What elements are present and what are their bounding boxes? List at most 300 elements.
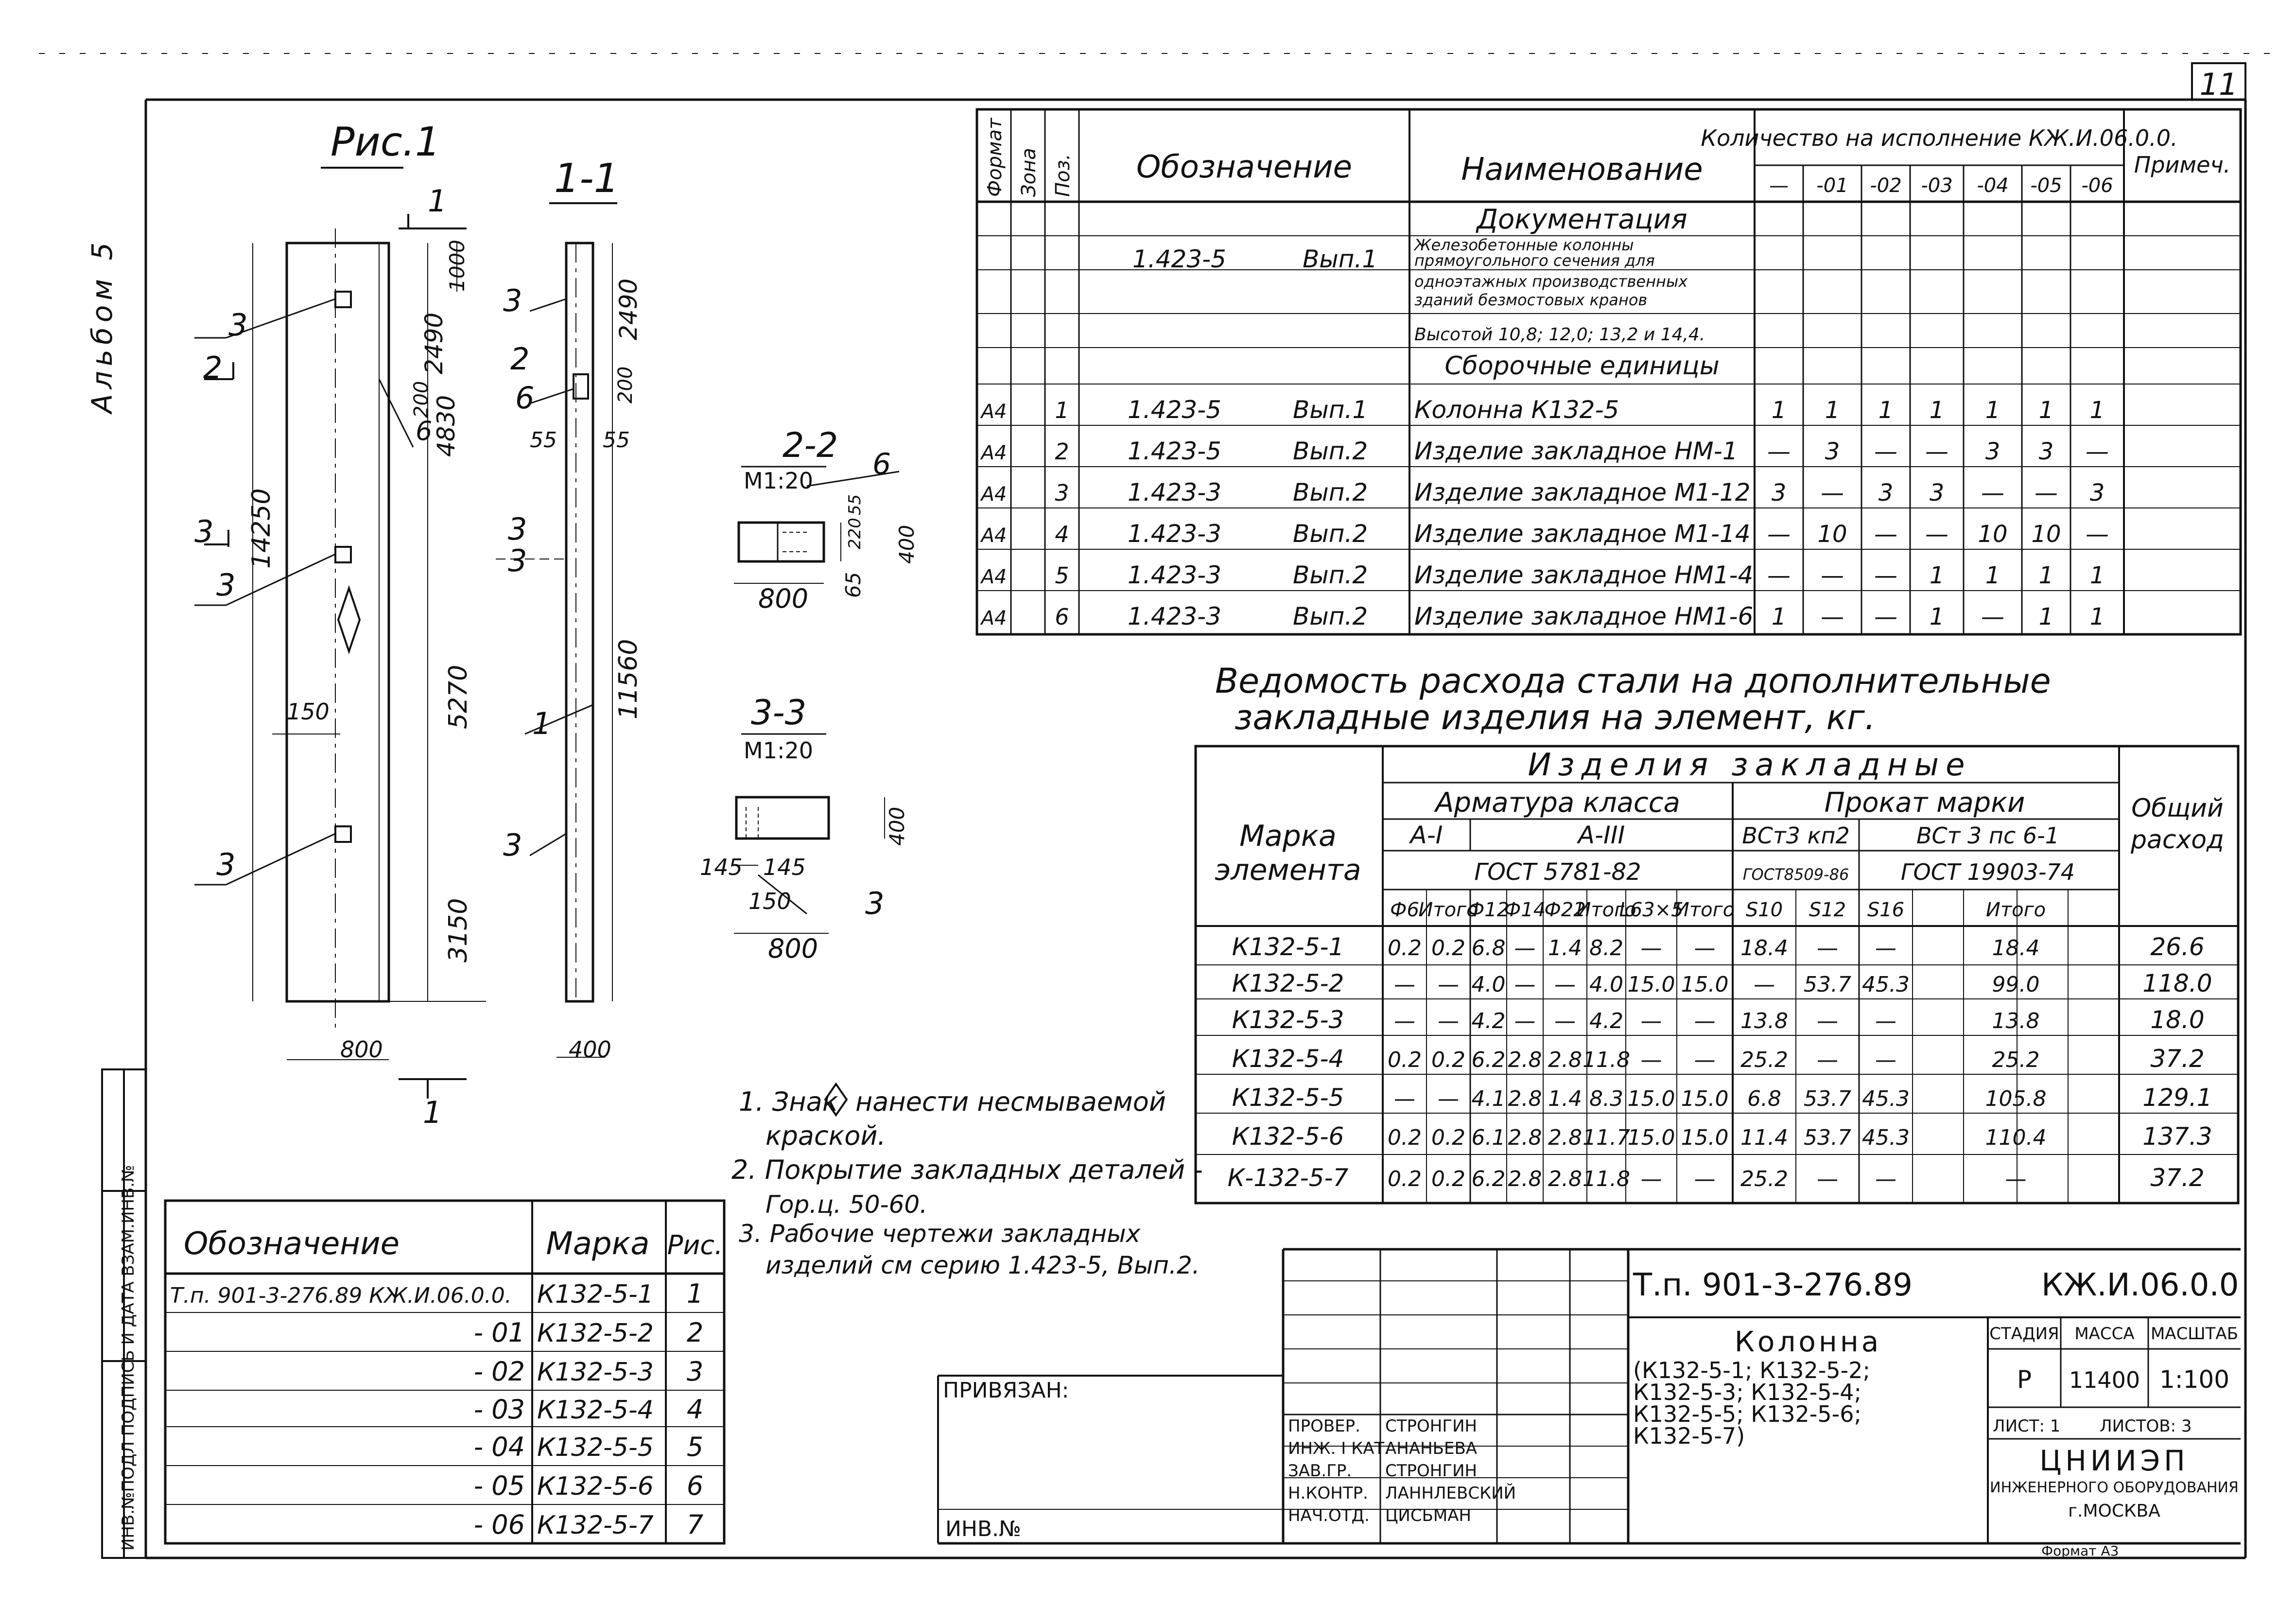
steel-h-roll: Прокат марки: [1824, 787, 2025, 819]
steel-cell-value: —: [1554, 972, 1576, 997]
spec-cell-qty: —: [1821, 562, 1844, 589]
spec-cell-format: А4: [981, 566, 1007, 588]
spec-cell-name: Изделие закладное НМ1-6: [1414, 602, 1754, 630]
spec-cell-qty: 3: [1771, 479, 1787, 507]
section-mark-1-top: 1: [428, 183, 447, 219]
steel-cell-value: 6.8: [1747, 1086, 1781, 1111]
section-3-3-scale: М1:20: [744, 737, 813, 764]
spec-cell-qty: —: [2086, 521, 2109, 548]
steel-cell-value: 2.8: [1548, 1125, 1582, 1150]
marks-h-fig: Рис.: [667, 1230, 723, 1260]
marks-cell-designation: - 01: [473, 1317, 525, 1348]
spec-cell-format: А4: [981, 401, 1007, 423]
notes: [731, 1084, 1203, 1279]
s33-pos-3: 3: [865, 886, 885, 921]
steel-cell-value: 0.2: [1388, 936, 1422, 961]
marks-cell-mark: К132-5-2: [537, 1319, 654, 1348]
steel-cell-total: 137.3: [2142, 1122, 2212, 1151]
steel-sub-col-header: Ф12: [1467, 899, 1510, 921]
steel-cell-value: —: [1817, 1048, 1838, 1072]
steel-cell-mark: К132-5-5: [1232, 1084, 1344, 1112]
sheet-label: ЛИСТ: 1: [1993, 1416, 2061, 1436]
spec-cell-qty: 3: [1878, 479, 1894, 507]
steel-cell-value: —: [1514, 936, 1536, 961]
steel-cell-value: 0.2: [1388, 1048, 1422, 1072]
note-2b: Гор.ц. 50-60.: [765, 1190, 928, 1219]
spec-h-note: Примеч.: [2134, 152, 2231, 178]
spec-cell-format: А4: [981, 524, 1007, 547]
steel-cell-value: —: [1875, 1048, 1896, 1072]
dim-2490: 2490: [420, 312, 448, 374]
steel-cell-value: 4.2: [1589, 1009, 1623, 1033]
steel-cell-value: 8.3: [1589, 1086, 1623, 1111]
dim-1000: 1000: [445, 240, 469, 292]
s11-dim-55a: 55: [530, 428, 557, 453]
marks-cell-designation: - 03: [473, 1394, 525, 1425]
spec-cell-qty: 1: [1878, 397, 1894, 424]
dim-5270: 5270: [444, 664, 473, 729]
s11-pos-1: 1: [532, 706, 552, 741]
steel-cell-mark: К132-5-3: [1232, 1006, 1344, 1034]
marks-cell-mark: К132-5-5: [537, 1433, 654, 1462]
fig1-dimensions: [247, 240, 473, 1063]
steel-cell-value: —: [1694, 1009, 1716, 1033]
section-2-2-scale: М1:20: [744, 468, 813, 494]
steel-sub-col-header: Ф14: [1504, 899, 1546, 921]
steel-h-a1: А-I: [1410, 821, 1443, 849]
steel-cell-value: —: [1875, 936, 1896, 961]
steel-cell-value: 25.2: [1740, 1048, 1788, 1072]
mass-value: 11400: [2069, 1367, 2140, 1393]
steel-h-mark-1: Марка: [1239, 819, 1337, 853]
steel-cell-value: 2.8: [1508, 1167, 1542, 1191]
stage-value: Р: [2017, 1365, 2032, 1394]
steel-cell-value: 110.4: [1985, 1125, 2047, 1150]
steel-h-total-2: расход: [2130, 825, 2225, 855]
dim-800: 800: [340, 1036, 383, 1063]
steel-cell-value: 4.2: [1471, 1009, 1506, 1033]
spec-cell-qty: —: [1874, 603, 1897, 630]
steel-cell-total: 37.2: [2150, 1045, 2205, 1073]
spec-cell-qty: —: [1925, 521, 1948, 548]
s22-dim-65: 65: [841, 572, 865, 598]
steel-cell-value: —: [1640, 1048, 1662, 1072]
spec-cell-name: Изделие закладное НМ1-4: [1414, 561, 1754, 589]
s22-dim-220: 220: [845, 518, 865, 549]
spec-cell-qty: 3: [1929, 479, 1945, 507]
signature-name: СТРОНГИН: [1385, 1416, 1478, 1436]
spec-cell-qty: 10: [1978, 521, 2008, 548]
steel-cell-value: 0.2: [1431, 1167, 1465, 1191]
title-marks-line: К132-5-5; К132-5-6;: [1633, 1401, 1861, 1427]
steel-h-a3: А-III: [1578, 821, 1625, 849]
steel-sub-col-header: Итого: [1576, 899, 1636, 921]
marks-table-rows: [170, 1278, 703, 1540]
scale-header: МАСШТАБ: [2150, 1324, 2239, 1344]
spec-cell-qty: 3: [2038, 438, 2054, 465]
dim-200: 200: [410, 381, 433, 418]
steel-cell-value: 2.8: [1508, 1125, 1542, 1150]
spec-cell-format: А4: [981, 483, 1007, 506]
spec-cell-qty: —: [1821, 479, 1844, 507]
dim-3150: 3150: [444, 898, 473, 962]
spec-cell-qty: —: [1874, 562, 1897, 589]
dim-14250: 14250: [247, 488, 276, 569]
spec-cell-qty: —: [1925, 438, 1948, 465]
spec-cell-qty: 1: [1771, 603, 1787, 630]
spec-h-name: Наименование: [1461, 152, 1703, 188]
spec-cell-pos: 4: [1055, 521, 1069, 547]
mass-header: МАССА: [2074, 1324, 2135, 1344]
steel-cell-total: 26.6: [2150, 933, 2205, 961]
steel-h-total-1: Общий: [2131, 794, 2224, 823]
spec-cell-designation: 1.423-3: [1128, 602, 1221, 630]
doc-name-line: Железобетонные колонны: [1414, 236, 1634, 254]
section-mark-3: 3: [194, 514, 214, 549]
steel-cell-value: 53.7: [1804, 1125, 1851, 1150]
steel-cell-value: —: [1394, 972, 1415, 997]
spec-cell-qty: 1: [2089, 397, 2105, 424]
steel-cell-value: —: [1694, 1167, 1716, 1191]
spec-cell-qty: —: [2086, 438, 2109, 465]
steel-cell-value: —: [1817, 1009, 1838, 1033]
marks-cell-fig: 3: [686, 1356, 704, 1387]
dim-4830: 4830: [432, 395, 460, 457]
steel-cell-value: 4.1: [1471, 1086, 1506, 1111]
s11-dim-2490: 2490: [614, 278, 643, 340]
s11-section-2: 2: [510, 341, 530, 377]
s33-dim-400: 400: [885, 806, 909, 846]
steel-sub-col-header: S12: [1809, 899, 1846, 921]
steel-cell-value: 15.0: [1627, 1125, 1675, 1150]
spec-cell-qty: —: [1821, 603, 1844, 630]
steel-h-group: Изделия закладные: [1528, 747, 1972, 783]
steel-cell-value: —: [1640, 1009, 1662, 1033]
org-name: ЦНИИЭП: [2039, 1444, 2189, 1477]
steel-cell-value: 45.3: [1862, 1125, 1910, 1150]
s11-dim-400: 400: [569, 1036, 611, 1063]
steel-cell-value: —: [1438, 1086, 1459, 1111]
marks-h-designation: Обозначение: [183, 1226, 400, 1262]
spec-cell-qty: 10: [2031, 521, 2061, 548]
steel-cell-value: 11.8: [1583, 1048, 1630, 1072]
title-code: Т.п. 901-3-276.89: [1633, 1267, 1913, 1303]
s22-pos-6: 6: [872, 447, 891, 481]
spec-cell-name: Изделие закладное НМ-1: [1414, 437, 1738, 465]
pos-label-3a: 3: [228, 307, 248, 343]
steel-cell-value: 15.0: [1681, 972, 1729, 997]
spec-cell-issue: Вып.2: [1293, 478, 1368, 507]
marks-cell-fig: 4: [686, 1394, 704, 1425]
note-3a: 3. Рабочие чертежи закладных: [739, 1220, 1141, 1248]
spec-h-format: Формат: [984, 118, 1006, 197]
fig1-position-labels: [194, 183, 447, 1130]
s33-dim-150: 150: [748, 888, 791, 914]
signature-name: СТРОНГИН: [1385, 1461, 1478, 1481]
steel-cell-value: 6.2: [1471, 1167, 1506, 1191]
signature-role: НАЧ.ОТД.: [1288, 1506, 1370, 1525]
marks-cell-fig: 7: [686, 1509, 704, 1540]
marks-cell-designation: - 04: [473, 1432, 525, 1462]
steel-cell-value: —: [1640, 1167, 1662, 1191]
marks-cell-mark: К132-5-4: [537, 1396, 654, 1425]
org-city: г.МОСКВА: [2068, 1501, 2160, 1521]
steel-h-vst3ps: ВСт 3 пс 6-1: [1916, 822, 2060, 849]
s22-dim-55: 55: [845, 494, 865, 515]
steel-h-gost-arm: ГОСТ 5781-82: [1474, 858, 1641, 886]
spec-cell-qty: —: [1874, 521, 1897, 548]
s11-dim-200: 200: [614, 366, 637, 403]
signature-name: АНАНЬЕВА: [1385, 1439, 1478, 1458]
marks-cell-mark: К132-5-7: [537, 1511, 654, 1540]
s11-pos-3b: 3: [503, 827, 522, 863]
steel-cell-value: 2.8: [1508, 1048, 1542, 1072]
s11-dim-55b: 55: [603, 428, 630, 453]
spec-cell-pos: 5: [1055, 562, 1069, 589]
steel-cell-value: 18.4: [1740, 936, 1788, 961]
steel-cell-value: —: [1554, 1009, 1576, 1033]
fig1-title: Рис.1: [330, 119, 441, 165]
doc-name-line: одноэтажных производственных: [1414, 272, 1688, 291]
spec-cell-qty: —: [1767, 562, 1791, 589]
steel-cell-value: 2.8: [1548, 1048, 1582, 1072]
spec-cell-qty: 1: [1929, 603, 1945, 630]
spec-cell-issue: Вып.2: [1293, 437, 1368, 465]
spec-cell-qty: —: [1767, 521, 1791, 548]
spec-cell-qty: 1: [1771, 397, 1787, 424]
steel-cell-value: —: [1817, 1167, 1838, 1191]
spec-cell-qty: —: [1874, 438, 1897, 465]
steel-cell-value: —: [1438, 972, 1459, 997]
steel-cell-value: 99.0: [1992, 972, 2040, 997]
steel-cell-value: 6.1: [1471, 1125, 1506, 1150]
steel-cell-mark: К132-5-1: [1232, 933, 1344, 961]
s11-pos-6: 6: [515, 380, 535, 416]
steel-cell-value: 15.0: [1681, 1125, 1729, 1150]
steel-cell-value: —: [1694, 936, 1716, 961]
steel-table-rows: [1228, 933, 2212, 1192]
steel-cell-total: 129.1: [2142, 1084, 2212, 1112]
spec-cell-designation: 1.423-5: [1128, 437, 1221, 465]
s11-pos-3: 3: [503, 283, 522, 318]
note-1a: 1. Знак: [739, 1086, 838, 1117]
steel-cell-value: —: [1514, 972, 1536, 997]
doc-name-line: Высотой 10,8; 12,0; 13,2 и 14,4.: [1414, 325, 1705, 345]
spec-cell-qty: —: [1767, 438, 1791, 465]
steel-cell-value: 25.2: [1740, 1167, 1788, 1191]
steel-cell-value: 0.2: [1431, 1048, 1465, 1072]
marks-cell-designation: - 06: [473, 1509, 525, 1540]
spec-h-pos: Поз.: [1052, 154, 1074, 197]
org-sub: ИНЖЕНЕРНОГО ОБОРУДОВАНИЯ: [1990, 1479, 2239, 1496]
steel-sub-column-headers: [1390, 899, 2046, 921]
signature-name: ЛАННЛЕВСКИЙ: [1385, 1484, 1516, 1503]
spec-cell-qty: 3: [1825, 438, 1840, 465]
section-2-2-title: 2-2: [783, 425, 838, 465]
signature-role: ЗАВ.ГР.: [1288, 1461, 1352, 1481]
steel-cell-value: 0.2: [1431, 1125, 1465, 1150]
spec-cell-qty: 1: [1985, 397, 2000, 424]
spec-cell-qty: 1: [1825, 397, 1840, 424]
spec-qty-col-header: -06: [2081, 175, 2113, 197]
steel-cell-value: 2.8: [1548, 1167, 1582, 1191]
spec-cell-pos: 2: [1055, 438, 1069, 465]
steel-cell-mark: К-132-5-7: [1227, 1164, 1349, 1192]
steel-cell-value: 13.8: [1740, 1009, 1788, 1033]
note-3b: изделий см серию 1.423-5, Вып.2.: [765, 1251, 1200, 1279]
doc-name-line: зданий безмостовых кранов: [1414, 291, 1648, 309]
steel-cell-value: 45.3: [1862, 1086, 1910, 1111]
spec-cell-qty: 1: [2089, 603, 2105, 630]
steel-cell-value: 53.7: [1804, 972, 1851, 997]
marks-cell-fig: 1: [686, 1278, 704, 1309]
s11-section-3: 3: [508, 511, 527, 547]
s22-dim-800: 800: [758, 583, 809, 614]
steel-cell-value: —: [1754, 972, 1775, 997]
steel-cell-value: 4.0: [1589, 972, 1623, 997]
steel-cell-value: —: [1394, 1086, 1415, 1111]
steel-sub-col-header: S10: [1745, 899, 1783, 921]
spec-doc-issue: Вып.1: [1303, 245, 1378, 273]
side-stamp-text: ИНВ.№ПОДЛ ПОДПИСЬ И ДАТА ВЗАМ.ИНВ.№: [119, 1165, 138, 1551]
spec-cell-name: Изделие закладное М1-12: [1414, 478, 1751, 507]
spec-cell-designation: 1.423-3: [1128, 520, 1221, 548]
steel-cell-total: 37.2: [2150, 1164, 2205, 1192]
pos-label-3b: 3: [216, 567, 236, 603]
marks-cell-designation: Т.п. 901-3-276.89 КЖ.И.06.0.0.: [170, 1283, 512, 1308]
steel-cell-value: 0.2: [1388, 1125, 1422, 1150]
spec-cell-qty: —: [1981, 479, 2004, 507]
sheet-number: 11: [2199, 67, 2238, 102]
steel-cell-total: 18.0: [2150, 1006, 2205, 1034]
marks-cell-fig: 5: [686, 1432, 704, 1462]
title-marks-line: К132-5-7): [1633, 1423, 1745, 1449]
steel-cell-value: —: [1817, 936, 1838, 961]
spec-cell-qty: 10: [1817, 521, 1847, 548]
steel-h-gost-19903: ГОСТ 19903-74: [1900, 859, 2075, 885]
spec-cell-name: Колонна К132-5: [1414, 396, 1619, 424]
spec-cell-issue: Вып.2: [1293, 561, 1368, 589]
title-marks-line: К132-5-3; К132-5-4;: [1633, 1379, 1861, 1405]
steel-sub-col-header: Ф22: [1544, 899, 1586, 921]
steel-cell-value: —: [1694, 1048, 1716, 1072]
spec-cell-format: А4: [981, 442, 1007, 464]
format-note: Формат А3: [2041, 1543, 2119, 1559]
steel-cell-value: —: [1640, 936, 1662, 961]
pos-label-3c: 3: [216, 847, 236, 882]
steel-sub-col-header: Ф6: [1390, 899, 1419, 921]
s22-dim-400: 400: [895, 524, 919, 564]
title-marks-line: (К132-5-1; К132-5-2;: [1633, 1357, 1870, 1383]
signature-role: Н.КОНТР.: [1288, 1484, 1368, 1503]
steel-cell-value: 25.2: [1992, 1048, 2040, 1072]
steel-cell-value: 11.4: [1740, 1125, 1788, 1150]
stage-header: СТАДИЯ: [1989, 1324, 2059, 1344]
spec-qty-col-header: -01: [1816, 175, 1848, 197]
signature-role: ПРОВЕР.: [1288, 1416, 1360, 1436]
note-2a: 2. Покрытие закладных деталей -: [731, 1154, 1203, 1185]
steel-cell-value: 11.7: [1583, 1125, 1630, 1150]
spec-doc-section: Документация: [1477, 204, 1687, 235]
steel-h-gost-8509: ГОСТ8509-86: [1742, 865, 1849, 884]
spec-cell-qty: 3: [1985, 438, 2000, 465]
spec-cell-issue: Вып.2: [1293, 520, 1368, 548]
steel-table-header: [1215, 747, 2224, 887]
steel-title-line-2: закладные изделия на элемент, кг.: [1235, 698, 1876, 737]
steel-cell-value: 15.0: [1681, 1086, 1729, 1111]
spec-cell-qty: 1: [1985, 562, 2000, 589]
dim-150: 150: [287, 699, 330, 725]
album-label: Альбом 5: [86, 237, 119, 413]
steel-sub-col-header: Итого: [1418, 899, 1478, 921]
steel-sub-col-header: Итого: [1985, 899, 2046, 921]
steel-cell-value: —: [1875, 1167, 1896, 1191]
section-mark-1-bottom: 1: [423, 1095, 442, 1130]
title-doc-code: КЖ.И.06.0.0: [2041, 1267, 2239, 1303]
spec-cell-qty: 1: [2038, 603, 2054, 630]
marks-cell-mark: К132-5-3: [537, 1358, 654, 1387]
spec-cell-issue: Вып.1: [1293, 396, 1368, 424]
spec-cell-qty: —: [2035, 479, 2058, 507]
spec-qty-col-header: -04: [1977, 175, 2009, 197]
steel-cell-value: 4.0: [1471, 972, 1506, 997]
spec-cell-pos: 6: [1055, 604, 1069, 630]
spec-cell-pos: 1: [1055, 397, 1069, 423]
spec-table-rows: [980, 396, 2109, 630]
spec-cell-qty: 3: [2089, 479, 2105, 507]
marks-cell-fig: 2: [686, 1317, 704, 1348]
spec-cell-format: А4: [981, 607, 1007, 629]
s11-section-3b: 3: [508, 543, 527, 578]
spec-cell-qty: 1: [2038, 562, 2054, 589]
steel-title-line-1: Ведомость расхода стали на дополнительные: [1215, 661, 2051, 701]
steel-cell-value: 1.4: [1548, 1086, 1582, 1111]
s33-dim-145a: 145: [700, 854, 743, 880]
steel-h-arm: Арматура класса: [1435, 787, 1680, 819]
spec-cell-designation: 1.423-3: [1128, 478, 1221, 507]
steel-sub-col-header: Итого: [1674, 899, 1735, 921]
steel-cell-mark: К132-5-2: [1232, 969, 1344, 997]
steel-cell-total: 118.0: [2142, 969, 2212, 997]
steel-cell-value: 18.4: [1992, 936, 2040, 961]
steel-cell-value: 2.8: [1508, 1086, 1542, 1111]
sheets-label: ЛИСТОВ: 3: [2100, 1416, 2192, 1436]
steel-cell-value: 6.2: [1471, 1048, 1506, 1072]
note-1c: краской.: [765, 1120, 886, 1151]
spec-h-qty: Количество на исполнение КЖ.И.06.0.0.: [1701, 125, 2178, 151]
spec-qty-col-header: -05: [2030, 175, 2062, 197]
s33-dim-800: 800: [768, 933, 818, 964]
spec-cell-issue: Вып.2: [1293, 602, 1368, 630]
title-object: Колонна: [1734, 1325, 1882, 1358]
steel-sub-col-header: S16: [1867, 899, 1905, 921]
s11-dim-11560: 11560: [614, 639, 643, 719]
steel-cell-value: 13.8: [1992, 1009, 2040, 1033]
marks-cell-designation: - 05: [473, 1470, 525, 1501]
section-mark-2: 2: [203, 350, 223, 385]
marks-cell-mark: К132-5-6: [537, 1472, 654, 1501]
steel-h-vst3kp2: ВСт3 кп2: [1742, 822, 1850, 849]
spec-cell-qty: 1: [1929, 397, 1945, 424]
steel-cell-value: 105.8: [1985, 1086, 2047, 1111]
spec-qty-col-header: —: [1769, 175, 1789, 197]
marks-cell-mark: К132-5-1: [537, 1280, 654, 1309]
steel-cell-value: —: [2005, 1167, 2027, 1191]
steel-cell-value: —: [1875, 1009, 1896, 1033]
steel-cell-value: 6.8: [1471, 936, 1506, 961]
marks-cell-designation: - 02: [473, 1356, 525, 1387]
spec-cell-qty: 1: [1929, 562, 1945, 589]
